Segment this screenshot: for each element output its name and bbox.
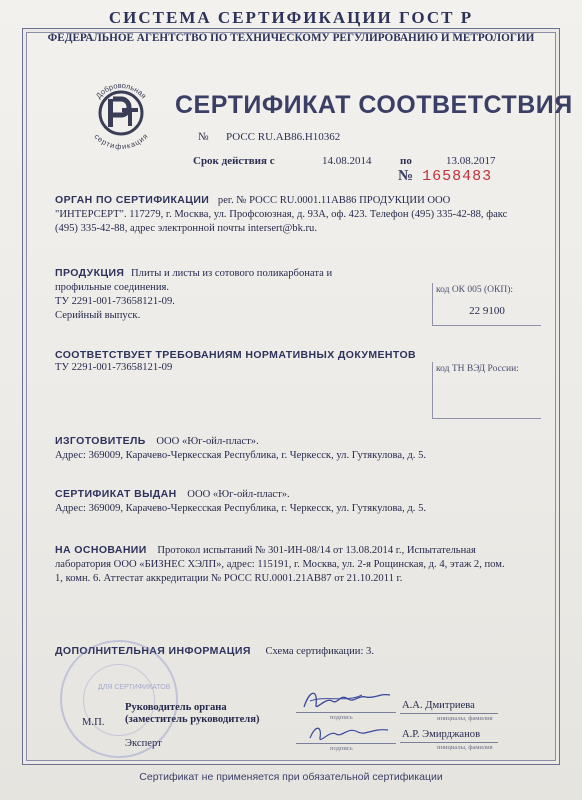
expert-name-caption: инициалы, фамилия xyxy=(437,744,493,751)
logo-top-text: Добровольная xyxy=(93,80,149,101)
head-signature-caption: подпись xyxy=(330,714,353,721)
organ-text-1: рег. № РОСС RU.0001.11АВ86 ПРОДУКЦИИ ООО xyxy=(217,195,451,206)
manufacturer-line-1 xyxy=(55,434,535,449)
reg-no-sign: № xyxy=(198,131,209,143)
tnved-code-box xyxy=(432,362,541,419)
serial-number xyxy=(398,168,492,185)
product-line-2: профильные соединения. xyxy=(55,282,170,293)
rst-logo xyxy=(86,63,156,163)
issued-address: Адрес: 369009, Карачево-Черкесская Республика, г. Черкесск, ул. Гутякулова, д. 5. xyxy=(55,503,427,514)
okp-label: код ОК 005 (ОКП): xyxy=(436,285,514,295)
valid-to-label: по xyxy=(400,155,412,167)
product-line-4: Серийный выпуск. xyxy=(55,310,141,321)
reg-number: РОСС RU.AB86.H10362 xyxy=(226,131,341,143)
logo-bottom-text: сертификация xyxy=(92,131,150,152)
head-name-line xyxy=(400,713,498,714)
seal-text: ДЛЯ СЕРТИФИКАТОВ xyxy=(98,684,171,691)
footer-note: Сертификат не применяется при обязательной сертификации xyxy=(139,771,443,783)
organ-line-3: (495) 335-42-88, адрес электронной почты intersert@bk.ru. xyxy=(55,223,317,234)
product-text-1: Плиты и листы из сотового поликарбоната и xyxy=(131,268,333,279)
manufacturer-label: ИЗГОТОВИТЕЛЬ xyxy=(55,435,146,447)
organ-line-1 xyxy=(55,193,535,208)
manufacturer-address: Адрес: 369009, Карачево-Черкесская Республика, г. Черкесск, ул. Гутякулова, д. 5. xyxy=(55,450,427,461)
valid-to: 13.08.2017 xyxy=(446,155,496,167)
conformity-doc: ТУ 2291-001-73658121-09 xyxy=(55,362,173,373)
conformity-section xyxy=(55,349,435,375)
product-label: ПРОДУКЦИЯ xyxy=(55,267,125,279)
head-title-1: Руководитель органа xyxy=(125,702,227,713)
system-heading: СИСТЕМА СЕРТИФИКАЦИИ ГОСТ Р xyxy=(108,8,474,27)
head-title-2: (заместитель руководителя) xyxy=(125,714,260,725)
basis-section xyxy=(55,543,535,586)
expert-signature-caption: подпись xyxy=(330,745,353,752)
additional-label: ДОПОЛНИТЕЛЬНАЯ ИНФОРМАЦИЯ xyxy=(55,645,251,657)
conformity-label: СООТВЕТСТВУЕТ ТРЕБОВАНИЯМ НОРМАТИВНЫХ ДОКУМЕНТОВ xyxy=(55,349,417,361)
head-name: А.А. Дмитриева xyxy=(402,700,475,711)
certificate-title: СЕРТИФИКАТ СООТВЕТСТВИЯ xyxy=(175,91,573,119)
okp-code-box xyxy=(432,283,541,326)
valid-label: Срок действия с xyxy=(193,155,275,167)
mp-label: М.П. xyxy=(82,717,105,728)
product-line-1 xyxy=(55,266,425,281)
issued-name: ООО «Юг-ойл-пласт». xyxy=(187,489,290,500)
expert-label: Эксперт xyxy=(125,738,162,749)
head-name-caption: инициалы, фамилия xyxy=(437,715,493,722)
serial-digits: 1658483 xyxy=(422,168,493,185)
manufacturer-name: ООО «Юг-ойл-пласт». xyxy=(156,436,259,447)
serial-no-sign: № xyxy=(398,168,414,184)
agency-heading: ФЕДЕРАЛЬНОЕ АГЕНТСТВО ПО ТЕХНИЧЕСКОМУ РЕГУЛИРОВАНИЮ И МЕТРОЛОГИИ xyxy=(47,32,535,44)
organ-section xyxy=(55,193,535,236)
basis-label: НА ОСНОВАНИИ xyxy=(55,544,147,556)
expert-name: А.Р. Эмирджанов xyxy=(402,729,481,740)
organ-line-2: "ИНТЕРСЕРТ". 117279, г. Москва, ул. Профсоюзная, д. 93А, оф. 423. Телефон (495) 335-42-88, факс xyxy=(55,209,508,220)
tnved-label: код ТН ВЭД России: xyxy=(436,364,519,374)
basis-line-3: 1, комн. 6. Аттестат аккредитации № РОСС RU.0001.21АВ87 от 21.10.2011 г. xyxy=(55,573,403,584)
basis-line-1 xyxy=(55,543,535,558)
issued-section xyxy=(55,487,535,516)
manufacturer-section xyxy=(55,434,535,463)
expert-name-line xyxy=(400,742,498,743)
basis-text-1: Протокол испытаний № 301-ИН-08/14 от 13.08.2014 г., Испытательная xyxy=(157,545,476,556)
organ-label: ОРГАН ПО СЕРТИФИКАЦИИ xyxy=(55,194,210,206)
issued-label: СЕРТИФИКАТ ВЫДАН xyxy=(55,488,177,500)
issued-line-1 xyxy=(55,487,535,502)
product-line-3: ТУ 2291-001-73658121-09. xyxy=(55,296,175,307)
additional-text: Схема сертификации: 3. xyxy=(265,646,374,657)
product-section xyxy=(55,266,425,323)
basis-line-2: лаборатория ООО «БИЗНЕС ХЭЛП», адрес: 115191, г. Москва, ул. 2-я Рощинская, д. 4, этаж 2, пом. xyxy=(55,559,505,570)
okp-value: 22 9100 xyxy=(469,305,505,317)
valid-from: 14.08.2014 xyxy=(322,155,372,167)
